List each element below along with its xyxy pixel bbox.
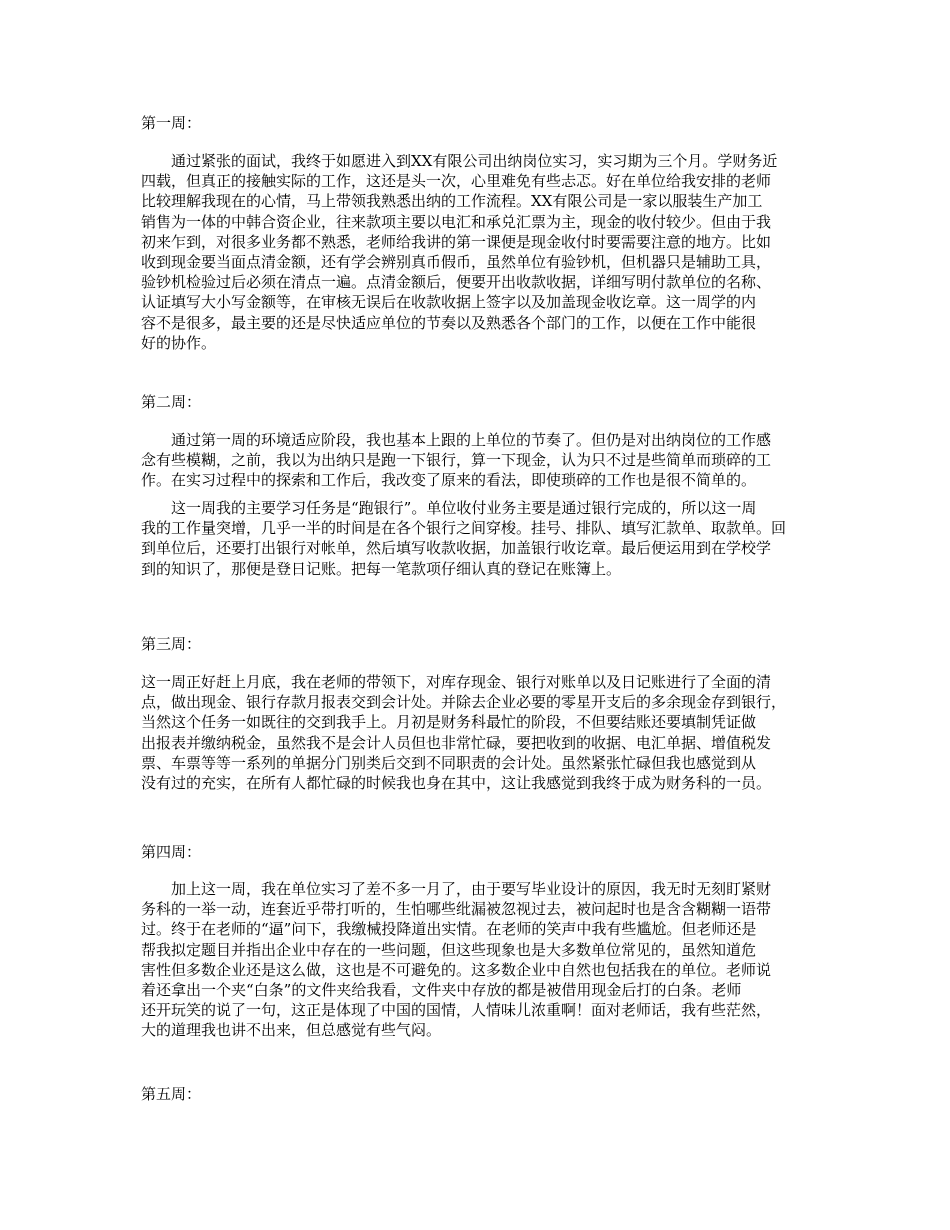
text-line: 这一周我的主要学习任务是“跑银行”。单位收付业务主要是通过银行完成的，所以这一周 — [171, 499, 757, 517]
week-1-paragraph-1 — [141, 151, 816, 353]
week-5-heading: 第五周： — [141, 1085, 202, 1103]
week-4-paragraph-1 — [141, 879, 816, 1041]
text-line: 我的工作量突增，几乎一半的时间是在各个银行之间穿梭。挂号、排队、填写汇款单、取款单。回 — [141, 519, 787, 538]
text-line: 票、车票等等一系列的单据分门别类后交到不同职责的会计处。虽然紧张忙碌但我也感觉到从 — [141, 753, 757, 772]
text-line: 害性但多数企业还是这么做，这也是不可避免的。这多数企业中自然也包括我在的单位。老师说 — [141, 960, 772, 979]
text-line: 加上这一周，我在单位实习了差不多一月了，由于要写毕业设计的原因，我无时无刻盯紧财 — [171, 880, 772, 898]
week-3-paragraph-1 — [141, 672, 816, 793]
text-line: 到单位后，还要打出银行对帐单，然后填写收款收据，加盖银行收讫章。最后便运用到在学校学 — [141, 539, 772, 558]
text-line: 务科的一举一动，连套近乎带打听的，生怕哪些纰漏被忽视过去，被问起时也是含含糊糊一语带 — [141, 900, 772, 919]
text-line: 初来乍到，对很多业务都不熟悉，老师给我讲的第一课便是现金收付时要需要注意的地方。比如 — [141, 232, 772, 251]
week-3-heading: 第三周： — [141, 635, 202, 653]
text-line: 帮我拟定题目并指出企业中存在的一些问题，但这些现象也是大多数单位常见的，虽然知道危 — [141, 940, 757, 959]
text-line: 容不是很多，最主要的还是尽快适应单位的节奏以及熟悉各个部门的工作，以便在工作中能很 — [141, 313, 757, 332]
text-line: 销售为一体的中韩合资企业，往来款项主要以电汇和承兑汇票为主，现金的收付较少。但由于我 — [141, 212, 772, 231]
text-line: 大的道理我也讲不出来，但总感觉有些气闷。 — [141, 1021, 442, 1040]
text-line: 出报表并缴纳税金，虽然我不是会计人员但也非常忙碌，要把收到的收据、电汇单据、增值税发 — [141, 733, 772, 752]
text-line: 好的协作。 — [141, 333, 217, 352]
text-line: 收到现金要当面点清金额，还有学会辨别真币假币，虽然单位有验钞机，但机器只是辅助工具， — [141, 253, 772, 272]
week-2-paragraph-2 — [141, 498, 816, 579]
week-4-heading: 第四周： — [141, 843, 202, 861]
text-line: 通过紧张的面试，我终于如愿进入到XX有限公司出纳岗位实习，实习期为三个月。学财务近 — [171, 152, 778, 170]
text-line: 点，做出现金、银行存款月报表交到会计处。并除去企业必要的零星开支后的多余现金存到银行， — [141, 693, 787, 712]
text-line: 过。终于在老师的“逼”问下，我缴械投降道出实情。在老师的笑声中我有些尴尬。但老师还是 — [141, 920, 757, 939]
text-line: 比较理解我现在的心情，马上带领我熟悉出纳的工作流程。XX有限公司是一家以服装生产加工 — [141, 192, 763, 211]
text-line: 认证填写大小写金额等，在审核无误后在收款收据上签字以及加盖现金收讫章。这一周学的内 — [141, 293, 757, 312]
text-line: 念有些模糊，之前，我以为出纳只是跑一下银行，算一下现金，认为只不过是些简单而琐碎的工 — [141, 451, 772, 470]
text-line: 到的知识了，那便是登日记账。把每一笔款项仔细认真的登记在账簿上。 — [141, 559, 622, 578]
text-line: 没有过的充实，在所有人都忙碌的时候我也身在其中，这让我感觉到我终于成为财务科的一员。 — [141, 774, 772, 793]
week-2-heading: 第二周： — [141, 393, 202, 411]
week-2-paragraph-1 — [141, 430, 816, 491]
text-line: 作。在实习过程中的探索和工作后，我改变了原来的看法，即使琐碎的工作也是很不简单的。 — [141, 471, 757, 490]
text-line: 通过第一周的环境适应阶段，我也基本上跟的上单位的节奏了。但仍是对出纳岗位的工作感 — [171, 431, 772, 449]
text-line: 当然这个任务一如既往的交到我手上。月初是财务科最忙的阶段，不但要结账还要填制凭证做 — [141, 713, 757, 732]
week-1-heading: 第一周： — [141, 114, 202, 132]
text-line: 这一周正好赶上月底，我在老师的带领下，对库存现金、银行对账单以及日记账进行了全面的清 — [141, 673, 772, 691]
text-line: 四载，但真正的接触实际的工作，这还是头一次，心里难免有些忐忑。好在单位给我安排的老师 — [141, 172, 772, 191]
text-line: 验钞机检验过后必须在清点一遍。点清金额后，便要开出收款收据，详细写明付款单位的名称、 — [141, 273, 772, 292]
text-line: 着还拿出一个夹“白条”的文件夹给我看，文件夹中存放的都是被借用现金后打的白条。老师 — [141, 981, 742, 1000]
text-line: 还开玩笑的说了一句，这正是体现了中国的国情，人情味儿浓重啊！面对老师话，我有些茫然， — [141, 1001, 772, 1020]
